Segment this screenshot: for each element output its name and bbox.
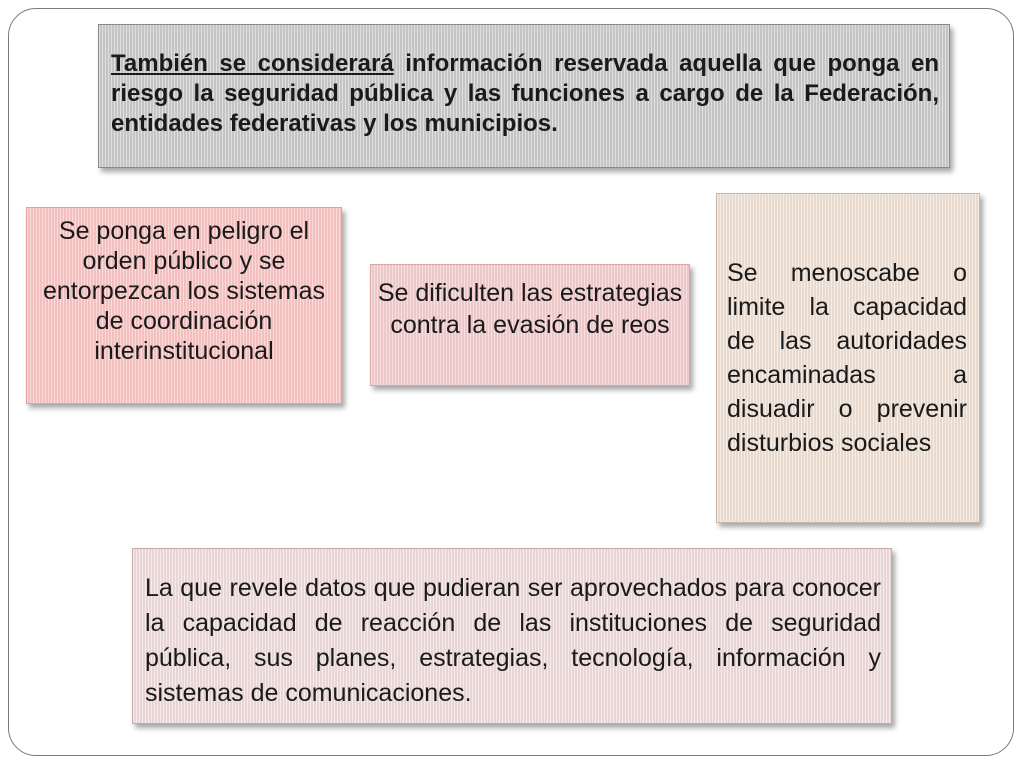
footer-text: La que revele datos que pudieran ser aprovechados para conocer la capacidad de reacción de las instituciones de seguridad pública, sus planes, estrategias, tecnología, información y sistemas de comunicaciones. [145, 574, 881, 707]
header-box [98, 24, 950, 168]
header-text: información reservada aquella que ponga en riesgo la seguridad pública y las funciones a cargo de la Federación, entidades federativas y los municipios. [111, 50, 940, 137]
case-box-inmate-evasion [370, 264, 690, 386]
case-box-social-disturbances [716, 193, 980, 523]
case-text-social-disturbances: Se menoscabe o limite la capacidad de las autoridades encaminadas a disuadir o prevenir disturbios sociales [727, 259, 967, 457]
case-text-public-order: Se ponga en peligro el orden público y se entorpezcan los sistemas de coordinación interinstitucional [42, 217, 326, 365]
header-underlined-lead: También se considerará [111, 50, 394, 77]
footer-box [132, 548, 892, 724]
case-box-public-order [26, 207, 342, 404]
case-text-inmate-evasion: Se dificulten las estrategias contra la evasión de reos [377, 279, 683, 339]
